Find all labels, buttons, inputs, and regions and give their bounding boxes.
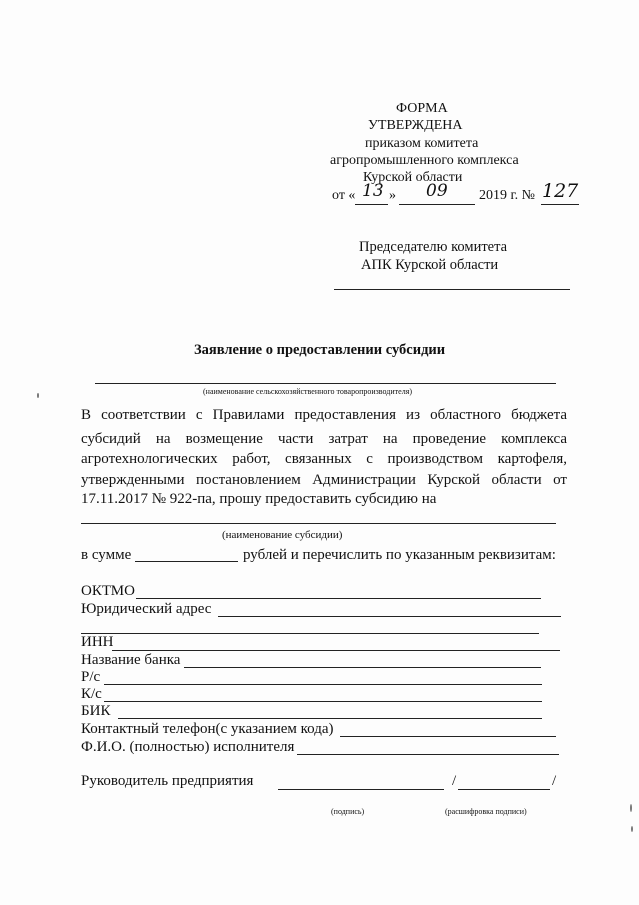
approval-line-2: агропромышленного комплекса xyxy=(330,153,519,168)
approval-day-underline xyxy=(355,204,388,205)
phone-label: Контактный телефон(с указанием кода) xyxy=(81,721,334,737)
approval-number-underline xyxy=(541,204,579,205)
sum-amount-line xyxy=(135,561,238,562)
bik-field-line xyxy=(118,718,542,719)
executor-field-line xyxy=(297,754,559,755)
legal-address-field-line-2 xyxy=(81,633,539,634)
approval-date-quote: » xyxy=(389,188,396,203)
addressee-line-1: Председателю комитета xyxy=(359,239,508,255)
producer-caption: (наименование сельскохозяйственного товаропроизводителя) xyxy=(203,387,413,396)
approval-year-number-label: 2019 г. № xyxy=(479,188,536,203)
head-of-enterprise-label: Руководитель предприятия xyxy=(81,773,254,789)
addressee-line-2: АПК Курской области xyxy=(361,257,499,273)
sum-prefix: в сумме xyxy=(81,547,132,563)
paragraph-line-3: агротехнологических работ, связанных с производством картофеля, xyxy=(81,451,567,467)
signature-slash-left: / xyxy=(452,773,457,789)
legal-address-label: Юридический адрес xyxy=(81,601,212,617)
rs-label: Р/с xyxy=(81,669,101,685)
approval-line-3: Курской области xyxy=(363,170,463,185)
inn-field-line xyxy=(112,650,560,651)
phone-field-line xyxy=(340,736,556,737)
oktmo-label: ОКТМО xyxy=(81,583,135,599)
legal-address-field-line xyxy=(218,616,561,617)
signature-decode-caption: (расшифровка подписи) xyxy=(445,807,527,816)
scan-speck xyxy=(631,826,633,832)
approval-number-handwritten: 127 xyxy=(542,180,579,202)
ks-label: К/с xyxy=(81,686,102,702)
signature-caption: (подпись) xyxy=(331,807,365,816)
signature-decode-line xyxy=(458,789,550,790)
oktmo-field-line xyxy=(136,598,541,599)
scan-speck xyxy=(37,393,39,398)
scan-speck xyxy=(630,804,632,812)
paragraph-line-4: утвержденными постановлением Администрации Курской области от xyxy=(81,472,567,488)
sum-suffix: рублей и перечислить по указанным реквизитам: xyxy=(243,547,556,563)
paragraph-line-2: субсидий на возмещение части затрат на проведение комплекса xyxy=(81,431,567,447)
paragraph-line-5: 17.11.2017 № 922-па, прошу предоставить субсидию на xyxy=(81,491,437,507)
rs-field-line xyxy=(104,684,542,685)
signature-slash-right: / xyxy=(552,773,557,789)
document-title: Заявление о предоставлении субсидии xyxy=(194,342,446,358)
paragraph-line-1: В соответствии с Правилами предоставления из областного бюджета xyxy=(81,407,567,423)
bank-name-label: Название банка xyxy=(81,652,181,668)
inn-label: ИНН xyxy=(81,634,114,650)
bik-label: БИК xyxy=(81,703,111,719)
approval-date-from: от « xyxy=(332,188,356,203)
approval-month-handwritten: 09 xyxy=(426,181,448,201)
approval-approved-label: УТВЕРЖДЕНА xyxy=(368,118,463,133)
subsidy-caption: (наименование субсидии) xyxy=(222,529,343,541)
signature-line xyxy=(278,789,444,790)
approval-month-underline xyxy=(399,204,475,205)
addressee-name-line xyxy=(334,289,570,290)
subsidy-name-line xyxy=(81,523,556,524)
bank-name-field-line xyxy=(184,667,541,668)
approval-day-handwritten: 13 xyxy=(362,181,384,201)
ks-field-line xyxy=(104,701,542,702)
approval-line-1: приказом комитета xyxy=(365,136,479,151)
approval-form-label: ФОРМА xyxy=(396,101,448,116)
producer-name-line xyxy=(95,383,556,384)
executor-label: Ф.И.О. (полностью) исполнителя xyxy=(81,739,295,755)
